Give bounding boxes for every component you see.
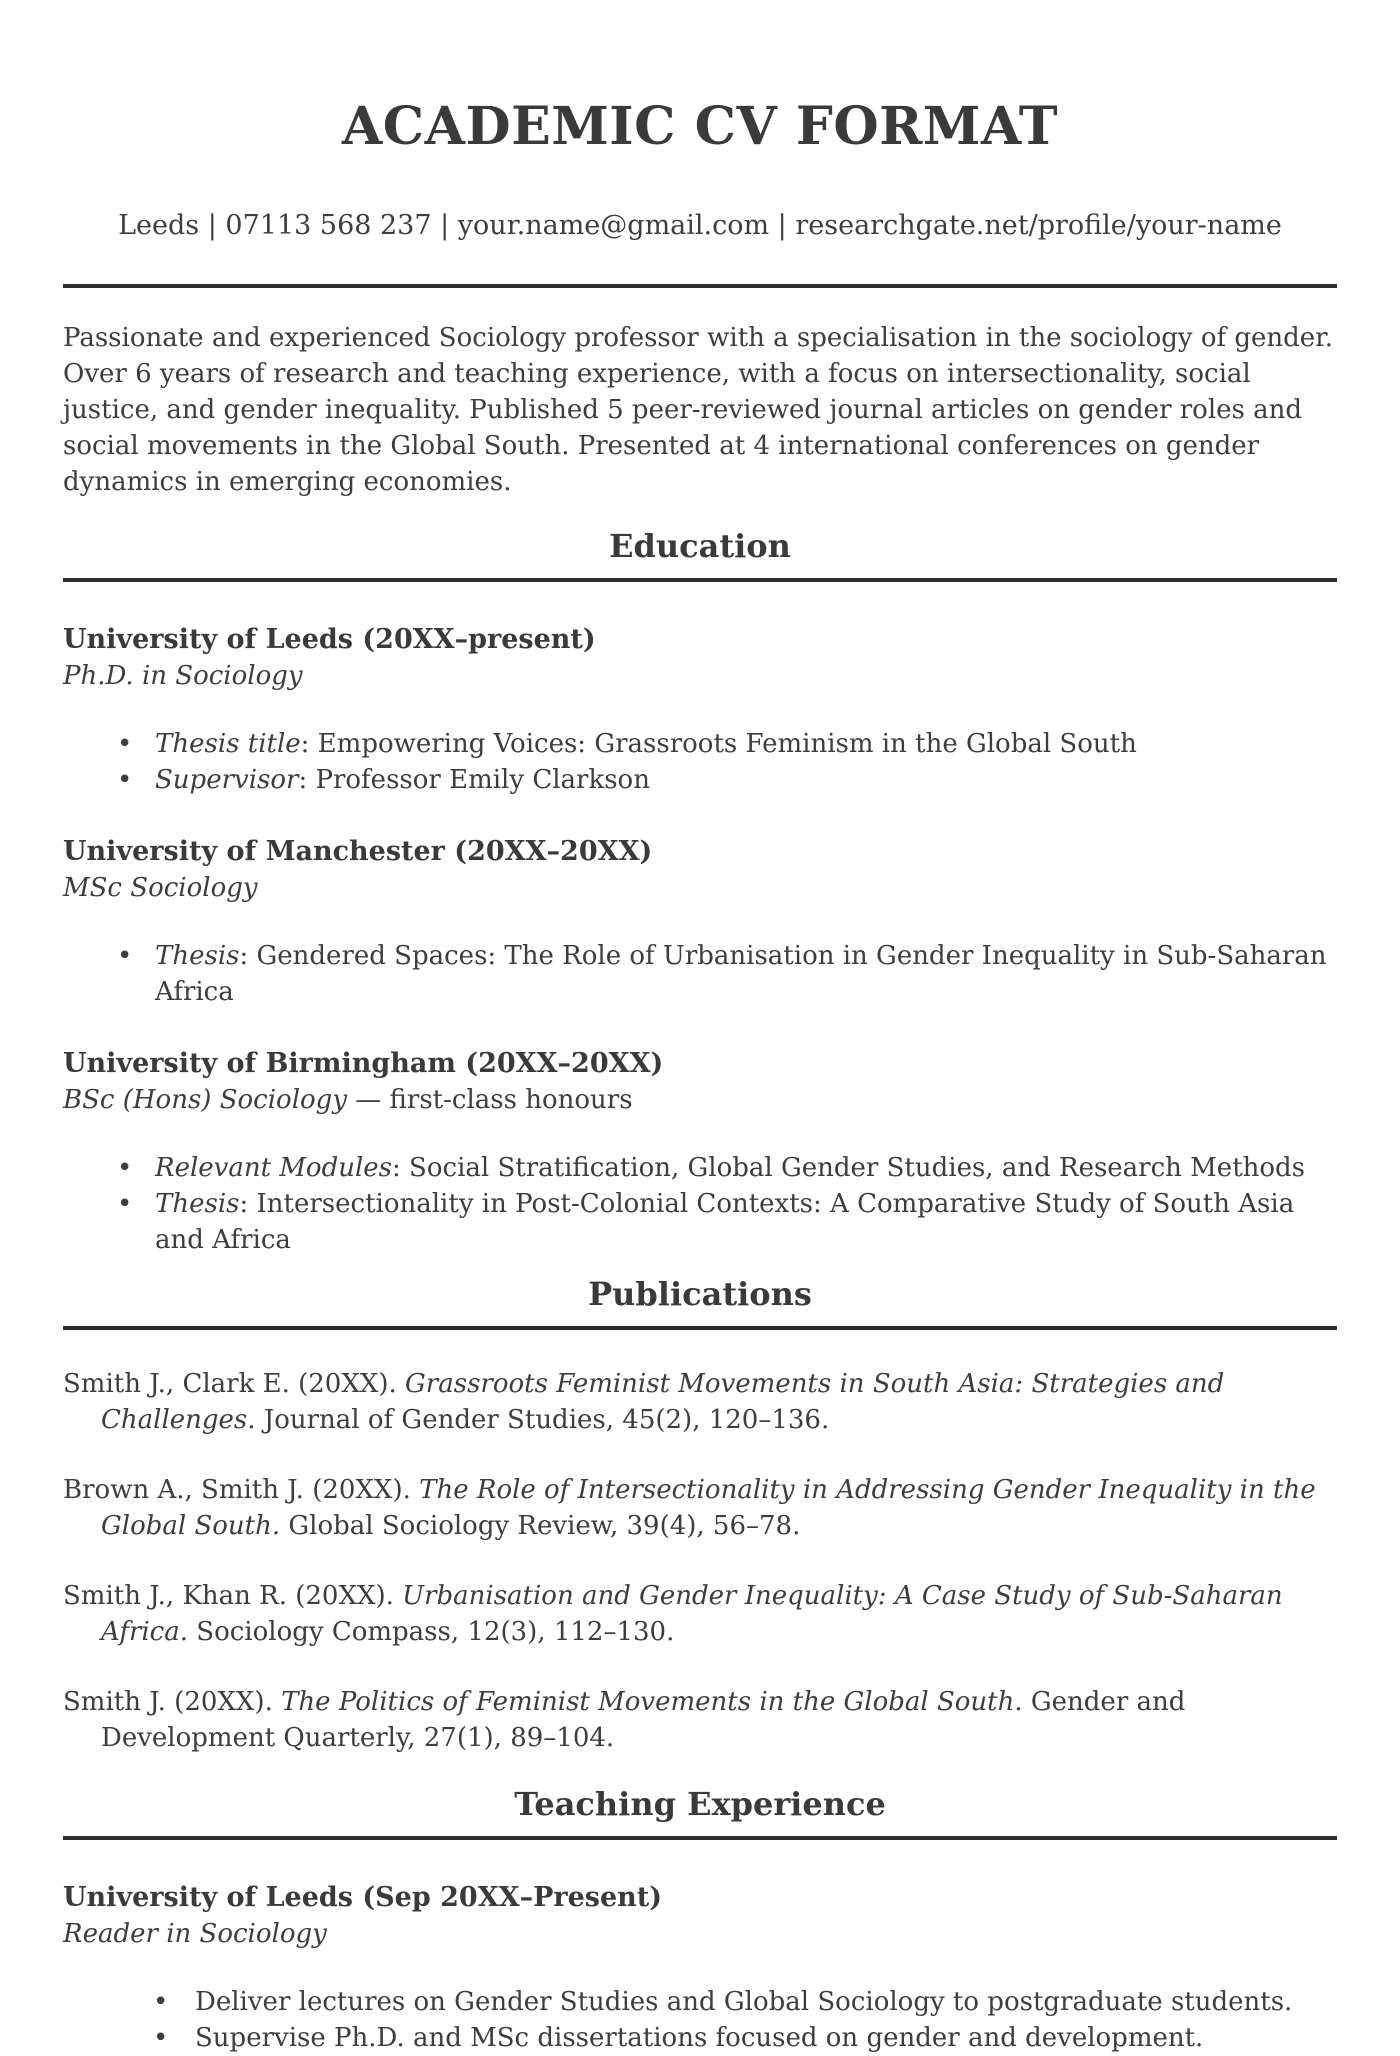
education-divider [63,578,1337,582]
bullet-list [63,1984,1337,2056]
bullet-icon: • [117,1153,133,1183]
bullet-list [63,1150,1337,1258]
publication-title: Urbanisation and Gender Inequality: A Case Study of Sub-Saharan Africa. [101,1581,1283,1647]
publication-entry [63,1684,1337,1756]
degree-line [63,658,1337,694]
bullet-icon: • [117,729,133,759]
teaching-heading: Teaching Experience [514,1785,886,1823]
bullet-text [155,938,1337,1010]
degree-line [63,1082,1337,1118]
bullet-body: : Social Stratification, Global Gender Studies, and Research Methods [392,1153,1306,1183]
bullet-text: Deliver lectures on Gender Studies and Global Sociology to postgraduate students. [195,1987,1293,2017]
bullet-text [155,1186,1337,1258]
publication-authors: Smith J. (20XX). [63,1687,282,1717]
degree-italic: Ph.D. in Sociology [63,661,303,691]
institution-line: University of Leeds (20XX–present) [63,624,596,655]
publication-entry [63,1472,1337,1544]
bullet-list [63,726,1337,798]
bullet-text [155,1150,1337,1186]
education-entry [63,622,1337,798]
publication-source: Sociology Compass, 12(3), 112–130. [188,1617,675,1647]
publication-authors: Smith J., Clark E. (20XX). [63,1369,406,1399]
bullet-item [153,1984,1337,2020]
bullet-item [117,1186,1337,1258]
publication-entry [63,1366,1337,1438]
degree-italic: MSc Sociology [63,873,258,903]
bullet-label: Thesis [155,941,240,971]
education-heading: Education [609,527,791,565]
education-entry [63,834,1337,1010]
publication-title: Grassroots Feminist Movements in South Asia: Strategies and Challenges. [101,1369,1225,1435]
bullet-label: Supervisor [155,765,299,795]
publications-heading: Publications [588,1275,812,1313]
degree-italic: BSc (Hons) Sociology [63,1085,348,1115]
summary-paragraph: Passionate and experienced Sociology professor with a specialisation in the sociology of gender. Over 6 years of research and teaching experience, with a focus on intersectionality, social justice, and gender inequality. Published 5 peer-reviewed journal articles on gender roles and social movements in the Global South. Presented at 4 international conferences on gender dynamics in emerging economies. [63,323,1334,497]
degree-rest: — first-class honours [347,1085,633,1115]
institution-line: University of Manchester (20XX–20XX) [63,836,653,867]
publication-entry [63,1578,1337,1650]
bullet-icon: • [153,2023,169,2053]
teaching-section [63,1782,1337,2056]
bullet-text [155,762,1337,798]
publication-source: Journal of Gender Studies, 45(2), 120–136. [255,1405,830,1435]
publication-title: The Politics of Feminist Movements in the Global South. [281,1687,1023,1717]
publication-authors: Brown A., Smith J. (20XX). [63,1475,420,1505]
bullet-item [117,762,1337,798]
header-divider [63,284,1337,288]
contact-line: Leeds | 07113 568 237 | your.name@gmail.com | researchgate.net/profile/your-name [118,210,1282,241]
publication-source: Gender and Development Quarterly, 27(1), 89–104. [101,1687,1186,1753]
education-entry [63,1046,1337,1258]
bullet-body: : Intersectionality in Post-Colonial Contexts: A Comparative Study of South Asia and Africa [155,1189,1295,1255]
teaching-divider [63,1836,1337,1840]
bullet-item [153,2020,1337,2056]
publication-title: The Role of Intersectionality in Addressing Gender Inequality in the Global South. [101,1475,1316,1541]
bullet-label: Thesis title [155,729,301,759]
bullet-text [155,726,1337,762]
bullet-body: : Professor Emily Clarkson [298,765,650,795]
bullet-icon: • [117,1189,133,1219]
bullet-label: Thesis [155,1189,240,1219]
bullet-body: : Gendered Spaces: The Role of Urbanisation in Gender Inequality in Sub-Saharan Africa [155,941,1327,1007]
publication-source: Global Sociology Review, 39(4), 56–78. [280,1511,801,1541]
teaching-entry [63,1880,1337,2056]
institution-line: University of Leeds (Sep 20XX–Present) [63,1882,663,1913]
publications-divider [63,1326,1337,1330]
bullet-item [117,726,1337,762]
institution-line: University of Birmingham (20XX–20XX) [63,1048,664,1079]
bullet-body: : Empowering Voices: Grassroots Feminism in the Global South [300,729,1137,759]
cv-title: ACADEMIC CV FORMAT [341,96,1059,157]
bullet-icon: • [117,941,133,971]
bullet-text: Supervise Ph.D. and MSc dissertations focused on gender and development. [195,2023,1204,2053]
publication-authors: Smith J., Khan R. (20XX). [63,1581,403,1611]
publications-section [63,1272,1337,1756]
role-line: Reader in Sociology [63,1919,327,1949]
degree-line [63,870,1337,906]
bullet-label: Relevant Modules [155,1153,393,1183]
education-section [63,524,1337,1258]
bullet-list [63,938,1337,1010]
bullet-item [117,1150,1337,1186]
bullet-icon: • [153,1987,169,2017]
bullet-icon: • [117,765,133,795]
bullet-item [117,938,1337,1010]
